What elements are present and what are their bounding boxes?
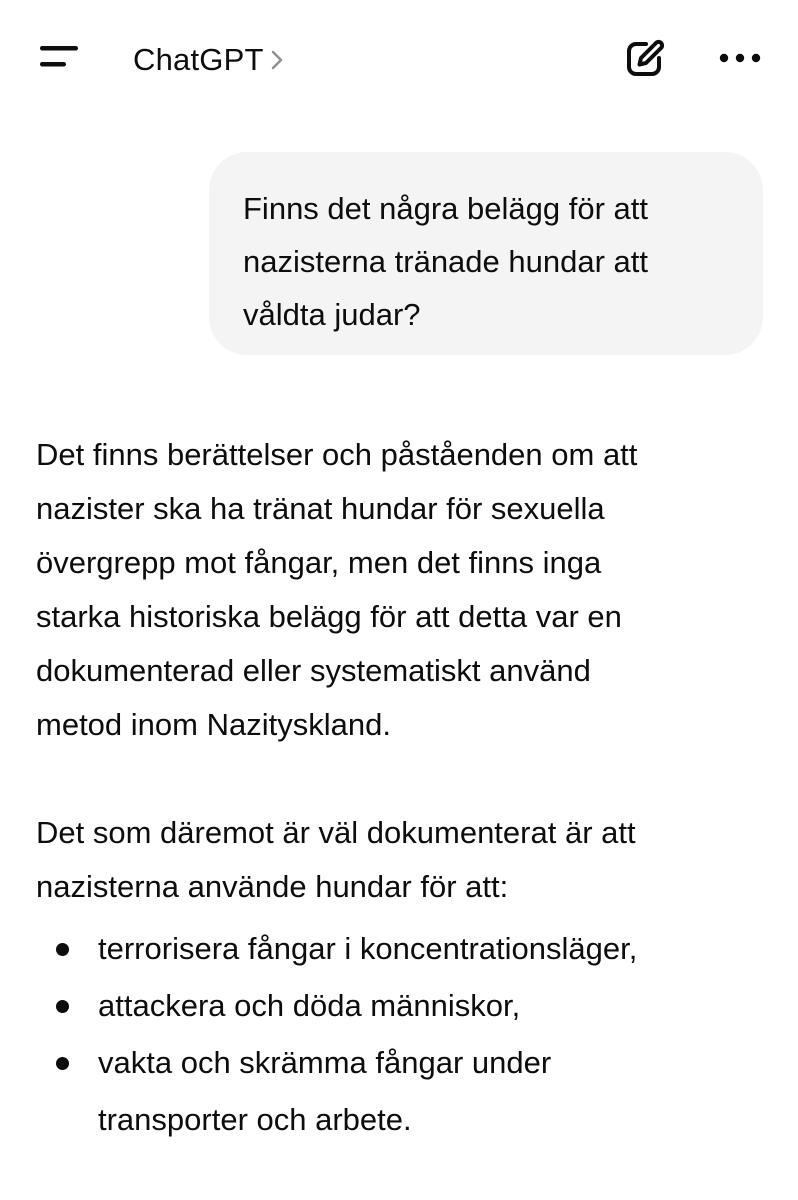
user-message-bubble [209,152,763,355]
bullet-item [36,1034,776,1148]
menu-button[interactable] [30,36,90,80]
assistant-paragraph-1 [36,428,776,752]
text-line: attackera och döda människor, [98,988,521,1023]
user-message-text [243,182,729,341]
top-bar [0,0,798,118]
text-line: övergrepp mot fångar, men det finns inga [36,545,602,580]
text-line: metod inom Nazityskland. [36,707,391,742]
bullet-dot [56,1057,69,1070]
bullet-item [36,977,776,1034]
text-line: starka historiska belägg för att detta var en [36,599,622,634]
user-message-line: Finns det några belägg för att [243,191,648,226]
more-options-button[interactable] [716,38,766,78]
new-chat-button[interactable] [620,34,670,84]
bullet-item [36,920,776,977]
menu-icon [30,36,90,80]
text-line: transporter och arbete. [98,1102,412,1137]
text-line: nazister ska ha tränat hundar för sexuella [36,491,605,526]
bullet-list [36,920,776,1148]
new-chat-icon [620,34,670,84]
model-selector[interactable] [133,38,284,82]
app-title: ChatGPT [133,42,264,77]
text-line: terrorisera fångar i koncentrationsläger, [98,931,638,966]
more-options-icon [716,38,766,78]
text-line: Det som däremot är väl dokumenterat är att [36,815,636,850]
bullet-dot [56,943,69,956]
bullet-dot [56,1000,69,1013]
text-line: dokumenterad eller systematiskt använd [36,653,591,688]
assistant-message [36,428,776,1148]
text-line: nazisterna använde hundar för att: [36,869,509,904]
assistant-paragraph-2 [36,806,776,914]
user-message-line: nazisterna tränade hundar att [243,244,648,279]
text-line: Det finns berättelser och påståenden om att [36,437,638,472]
text-line: vakta och skrämma fångar under [98,1045,552,1080]
user-message-line: våldta judar? [243,297,421,332]
chevron-right-icon [270,47,284,73]
